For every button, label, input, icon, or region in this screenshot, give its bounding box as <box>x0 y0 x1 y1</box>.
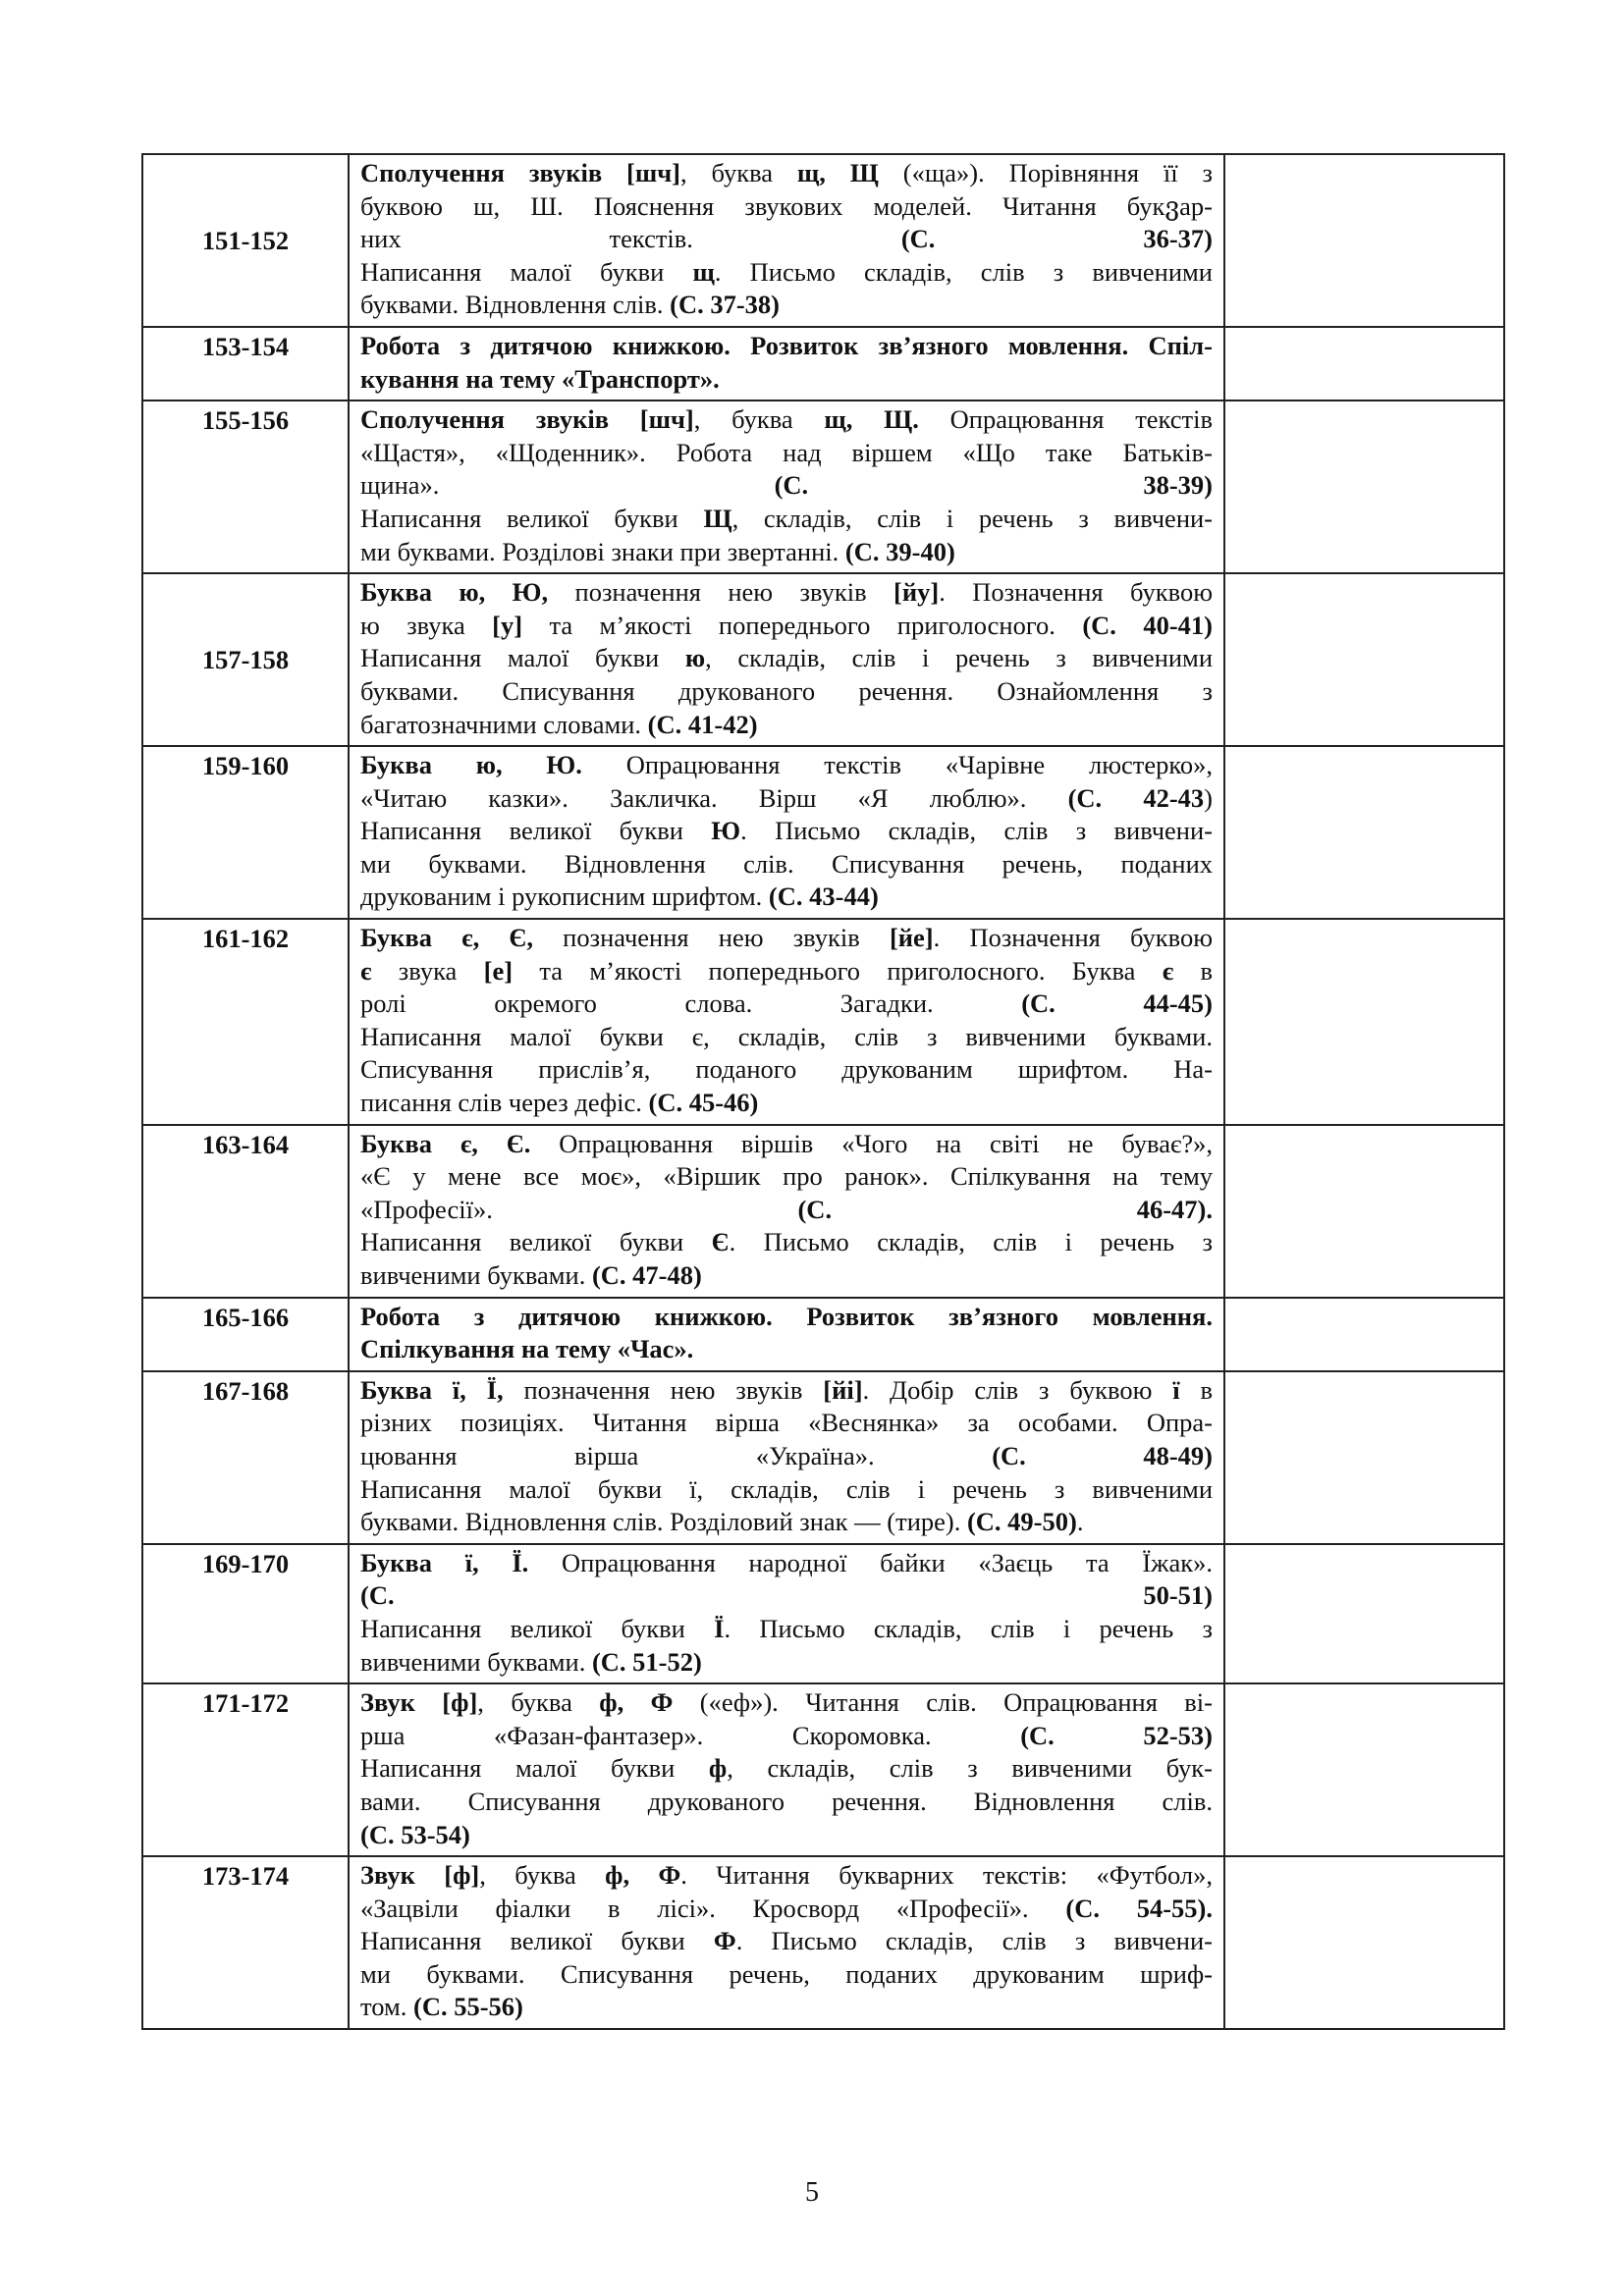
lesson-description-cell <box>349 1856 1224 2029</box>
bold-segment: Спілкування на тему «Час». <box>360 1334 694 1364</box>
description-line <box>360 1259 1213 1293</box>
text-segment: «Щастя», «Щоденник». Робота над віршем «Що таке Батьків- <box>360 437 1213 467</box>
bold-segment: Буква є, Є, <box>360 923 533 953</box>
bold-segment: (С. 36-37) <box>900 224 1213 254</box>
text-segment: вивченими буквами. <box>360 1260 592 1290</box>
text-segment: них текстів. <box>360 224 901 254</box>
text-segment: том. <box>360 1992 413 2022</box>
text-segment: , складів, слів з вивченими бук- <box>727 1753 1213 1784</box>
bold-segment: ф, Ф <box>605 1860 681 1891</box>
notes-cell <box>1224 573 1504 746</box>
description-line <box>360 1053 1213 1087</box>
description-line <box>360 1407 1213 1440</box>
bold-segment: (С. 51-52) <box>591 1646 702 1677</box>
description-line <box>360 848 1213 881</box>
bold-segment: [у] <box>492 610 523 640</box>
bold-segment: (С. 53-54) <box>360 1819 470 1849</box>
lesson-description-cell <box>349 746 1224 919</box>
description-line <box>360 1893 1213 1926</box>
lesson-number-cell: 159-160 <box>142 746 349 919</box>
description-line <box>360 576 1213 610</box>
description-line <box>360 1506 1213 1539</box>
description-line <box>360 1160 1213 1194</box>
description-line <box>360 223 1213 256</box>
bold-segment: щ <box>692 256 715 287</box>
table-row <box>142 1544 1504 1683</box>
bold-segment: (С. 47-48) <box>591 1260 702 1290</box>
text-segment: Списування прислів’я, поданого друкованим шрифтом. На- <box>360 1054 1213 1085</box>
lesson-number-cell: 157-158 <box>142 573 349 746</box>
description-line <box>360 1333 1213 1366</box>
bold-segment: кування на тему «Транспорт». <box>360 363 720 394</box>
description-line <box>360 815 1213 848</box>
text-segment: , буква <box>477 1687 600 1718</box>
text-segment: буквами. Списування друкованого речення. Ознайомлення з <box>360 675 1213 706</box>
bold-segment: (С. 41-42) <box>647 709 758 739</box>
table-row <box>142 919 1504 1125</box>
bold-segment: (С. 46-47). <box>797 1194 1213 1224</box>
bold-segment: Буква ї, Ї. <box>360 1547 529 1577</box>
page-number: 5 <box>805 2177 819 2208</box>
text-segment: («еф»). Читання слів. Опрацювання ві- <box>673 1687 1213 1718</box>
text-segment: , буква <box>679 158 797 187</box>
text-segment: щина». <box>360 470 775 501</box>
lesson-number-cell: 169-170 <box>142 1544 349 1683</box>
bold-segment: Є <box>711 1227 730 1257</box>
description-line <box>360 709 1213 742</box>
text-segment: ролі окремого слова. Загадки. <box>360 988 1022 1019</box>
table-row <box>142 1371 1504 1544</box>
table-row <box>142 1125 1504 1298</box>
text-segment: Написання великої букви <box>360 816 712 846</box>
text-segment: позначення нею звуків <box>503 1374 824 1405</box>
lesson-description-cell <box>349 327 1224 400</box>
text-segment: та м’якості попереднього приголосного. <box>522 610 1083 640</box>
text-segment: Написання малої букви є, складів, слів з вивченими буквами. <box>360 1021 1213 1051</box>
text-segment: різних позиціях. Читання вірша «Веснянка» за особами. Опра- <box>360 1408 1213 1438</box>
text-segment: . Письмо складів, слів і речень з <box>724 1613 1213 1643</box>
description-line <box>360 1301 1213 1334</box>
text-segment: ю звука <box>360 610 493 640</box>
text-segment: Опрацювання текстів <box>918 404 1213 435</box>
bold-segment: (С. 39-40) <box>844 536 955 566</box>
bold-segment: щ, Щ. <box>824 404 919 435</box>
bold-segment: Звук [ф] <box>360 1860 480 1891</box>
lesson-number-cell: 163-164 <box>142 1125 349 1298</box>
bold-segment: (С. 50-51) <box>360 1580 1213 1611</box>
text-segment: . Добір слів з буквою <box>862 1374 1173 1405</box>
bold-segment: (С. 45-46) <box>648 1088 759 1118</box>
description-line <box>360 1686 1213 1720</box>
text-segment: Написання малої букви <box>360 1753 709 1784</box>
description-line <box>360 1473 1213 1507</box>
bold-segment: (С. 38-39) <box>774 470 1213 501</box>
description-line <box>360 922 1213 955</box>
notes-cell <box>1224 1298 1504 1371</box>
description-line <box>360 675 1213 709</box>
bold-segment: (С. 55-56) <box>413 1992 523 2022</box>
bold-segment: є <box>360 955 372 986</box>
bold-segment: щ, Щ <box>796 158 879 187</box>
text-segment: «Професії». <box>360 1194 798 1224</box>
bold-segment: Щ <box>703 503 732 533</box>
text-segment: Опрацювання віршів «Чого на світі не буває?», <box>530 1128 1213 1158</box>
bold-segment: (С. 42-43 <box>1067 782 1205 813</box>
text-segment: писання слів через дефіс. <box>360 1088 649 1118</box>
notes-cell <box>1224 1544 1504 1683</box>
bold-segment: ю <box>684 643 706 673</box>
notes-cell <box>1224 746 1504 919</box>
notes-cell <box>1224 1683 1504 1856</box>
text-segment: багатозначними словами. <box>360 709 648 739</box>
text-segment: друкованим і рукописним шрифтом. <box>360 881 769 912</box>
description-line <box>360 536 1213 569</box>
description-line <box>360 1720 1213 1753</box>
lesson-number-cell: 153-154 <box>142 327 349 400</box>
bold-segment: [йе] <box>889 923 934 953</box>
notes-cell <box>1224 400 1504 573</box>
description-line <box>360 503 1213 536</box>
text-segment: . Читання букварних текстів: «Футбол», <box>680 1860 1213 1891</box>
description-line <box>360 363 1213 397</box>
notes-cell <box>1224 919 1504 1125</box>
table-row <box>142 1298 1504 1371</box>
description-line <box>360 610 1213 643</box>
description-line <box>360 1374 1213 1408</box>
bold-segment: [е] <box>483 955 514 986</box>
lesson-description-cell <box>349 1683 1224 1856</box>
description-line <box>360 1819 1213 1852</box>
text-segment: . Позначення буквою <box>933 923 1213 953</box>
text-segment: ми буквами. Списування речень, поданих друкованим шриф- <box>360 1958 1213 1989</box>
lesson-description-cell <box>349 573 1224 746</box>
lesson-number-cell: 165-166 <box>142 1298 349 1371</box>
text-segment: Написання малої букви <box>360 643 685 673</box>
text-segment: Написання великої букви <box>360 1613 715 1643</box>
text-segment: ми буквами. Відновлення слів. Списування речень, поданих <box>360 848 1213 879</box>
text-segment: звука <box>371 955 484 986</box>
lesson-description-cell <box>349 919 1224 1125</box>
description-line <box>360 1194 1213 1227</box>
lesson-description-cell <box>349 1371 1224 1544</box>
text-segment: Написання малої букви ї, складів, слів і речень з вивченими <box>360 1473 1213 1504</box>
description-line <box>360 881 1213 914</box>
description-line <box>360 1613 1213 1646</box>
text-segment: , складів, слів і речень з вивчени- <box>731 503 1214 533</box>
lesson-description-cell <box>349 154 1224 327</box>
lesson-number-cell: 151-152 <box>142 154 349 327</box>
description-line <box>360 1128 1213 1161</box>
description-line <box>360 1547 1213 1580</box>
text-segment: в <box>1173 955 1213 986</box>
description-line <box>360 289 1213 322</box>
notes-cell <box>1224 1371 1504 1544</box>
bold-segment: (С. 48-49) <box>992 1440 1213 1470</box>
lesson-number-cell: 173-174 <box>142 1856 349 2029</box>
text-segment: . Письмо складів, слів з вивчени- <box>735 1926 1213 1956</box>
text-segment: буквами. Відновлення слів. Розділовий знак — (тире). <box>360 1507 967 1537</box>
bold-segment: (С. 40-41) <box>1082 610 1213 640</box>
description-line <box>360 782 1213 816</box>
lesson-plan-table <box>141 153 1505 2030</box>
description-line <box>360 403 1213 437</box>
text-segment: Написання великої букви <box>360 503 704 533</box>
bold-segment: (С. 44-45) <box>1021 988 1213 1019</box>
text-segment: Написання малої букви <box>360 256 693 287</box>
lesson-number-cell: 167-168 <box>142 1371 349 1544</box>
bold-segment: (С. 49-50) <box>966 1507 1077 1537</box>
description-line <box>360 1752 1213 1786</box>
bold-segment: ф <box>708 1753 728 1784</box>
bold-segment: (С. 52-53) <box>1020 1720 1213 1750</box>
bold-segment: Буква ю, Ю. <box>360 750 582 780</box>
lesson-plan-table-body <box>142 154 1504 2029</box>
description-line <box>360 1021 1213 1054</box>
lesson-description-cell <box>349 1298 1224 1371</box>
description-line <box>360 1087 1213 1120</box>
text-segment: «Читаю казки». Закличка. Вірш «Я люблю». <box>360 782 1068 813</box>
table-row <box>142 1683 1504 1856</box>
text-segment: Написання великої букви <box>360 1926 714 1956</box>
text-segment: «Зацвіли фіалки в лісі». Кросворд «Професії». <box>360 1893 1066 1923</box>
description-line <box>360 988 1213 1021</box>
bold-segment: Ю <box>711 816 741 846</box>
text-segment: , складів, слів і речень з вивченими <box>705 643 1214 673</box>
notes-cell <box>1224 1125 1504 1298</box>
description-line <box>360 1991 1213 2024</box>
description-line <box>360 190 1213 224</box>
text-segment: Опрацювання народної байки «Заєць та Їжак». <box>528 1547 1213 1577</box>
lesson-description-cell <box>349 400 1224 573</box>
text-segment: буквою ш, Ш. Пояснення звукових моделей. Читання букვар- <box>360 190 1213 221</box>
bold-segment: Робота з дитячою книжкою. Розвиток зв’язного мовлення. Спіл- <box>360 330 1213 360</box>
text-segment: . <box>1076 1507 1084 1537</box>
bold-segment: Буква є, Є. <box>360 1128 531 1158</box>
bold-segment: ф, Ф <box>599 1687 674 1718</box>
description-line <box>360 749 1213 782</box>
description-line <box>360 1925 1213 1958</box>
description-line <box>360 1786 1213 1819</box>
table-row <box>142 573 1504 746</box>
text-segment: Написання великої букви <box>360 1227 712 1257</box>
lesson-number-cell: 155-156 <box>142 400 349 573</box>
lesson-description-cell <box>349 1125 1224 1298</box>
lesson-description-cell <box>349 1544 1224 1683</box>
bold-segment: (С. 54-55). <box>1065 1893 1213 1923</box>
notes-cell <box>1224 1856 1504 2029</box>
notes-cell <box>1224 327 1504 400</box>
table-row <box>142 327 1504 400</box>
description-line <box>360 1226 1213 1259</box>
description-line <box>360 256 1213 290</box>
description-line <box>360 1859 1213 1893</box>
text-segment: рша «Фазан-фантазер». Скоромовка. <box>360 1720 1021 1750</box>
text-segment: цювання вірша «Україна». <box>360 1440 993 1470</box>
bold-segment: Буква ї, Ї, <box>360 1374 504 1405</box>
bold-segment: Сполучення звуків [шч] <box>360 404 694 435</box>
table-row <box>142 400 1504 573</box>
description-line <box>360 469 1213 503</box>
table-row <box>142 154 1504 327</box>
text-segment: буквами. Відновлення слів. <box>360 290 671 320</box>
text-segment: в <box>1179 1374 1213 1405</box>
text-segment: («ща»). Порівняння її з <box>878 158 1213 187</box>
table-row <box>142 1856 1504 2029</box>
description-line <box>360 1646 1213 1680</box>
bold-segment: [йі] <box>823 1374 863 1405</box>
text-segment: . Письмо складів, слів з вивчени- <box>740 816 1213 846</box>
text-segment: та м’якості попереднього приголосного. Буква <box>513 955 1163 986</box>
lesson-number-cell: 171-172 <box>142 1683 349 1856</box>
notes-cell <box>1224 154 1504 327</box>
description-line <box>360 157 1213 190</box>
bold-segment: Ф <box>713 1926 736 1956</box>
text-segment: вами. Списування друкованого речення. Відновлення слів. <box>360 1786 1213 1816</box>
bold-segment: Звук [ф] <box>360 1687 478 1718</box>
text-segment: , буква <box>479 1860 606 1891</box>
text-segment: . Письмо складів, слів і речень з <box>729 1227 1213 1257</box>
bold-segment: Сполучення звуків [шч] <box>360 158 680 187</box>
description-line <box>360 955 1213 988</box>
text-segment: . Письмо складів, слів з вивченими <box>714 256 1213 287</box>
lesson-number-cell: 161-162 <box>142 919 349 1125</box>
table-row <box>142 746 1504 919</box>
text-segment: ми буквами. Розділові знаки при звертанні. <box>360 536 845 566</box>
bold-segment: [йу] <box>893 577 940 608</box>
description-line <box>360 330 1213 363</box>
bold-segment: Робота з дитячою книжкою. Розвиток зв’язного мовлення. <box>360 1301 1213 1331</box>
bold-segment: Буква ю, Ю, <box>360 577 549 608</box>
description-line <box>360 1579 1213 1613</box>
description-line <box>360 437 1213 470</box>
description-line <box>360 1440 1213 1473</box>
bold-segment: (С. 37-38) <box>670 290 780 320</box>
text-segment: Опрацювання текстів «Чарівне люстерко», <box>581 750 1213 780</box>
text-segment: позначення нею звуків <box>548 577 894 608</box>
description-line <box>360 642 1213 675</box>
text-segment: ) <box>1204 782 1213 813</box>
text-segment: , буква <box>693 404 825 435</box>
text-segment: . Позначення буквою <box>939 577 1213 608</box>
description-line <box>360 1958 1213 1992</box>
text-segment: «Є у мене все моє», «Віршик про ранок». Спілкування на тему <box>360 1161 1213 1192</box>
text-segment: вивченими буквами. <box>360 1646 592 1677</box>
bold-segment: (С. 43-44) <box>768 881 879 912</box>
bold-segment: є <box>1162 955 1174 986</box>
text-segment: позначення нею звуків <box>532 923 890 953</box>
bold-segment: Ї <box>714 1613 725 1643</box>
bold-segment: ї <box>1172 1374 1180 1405</box>
